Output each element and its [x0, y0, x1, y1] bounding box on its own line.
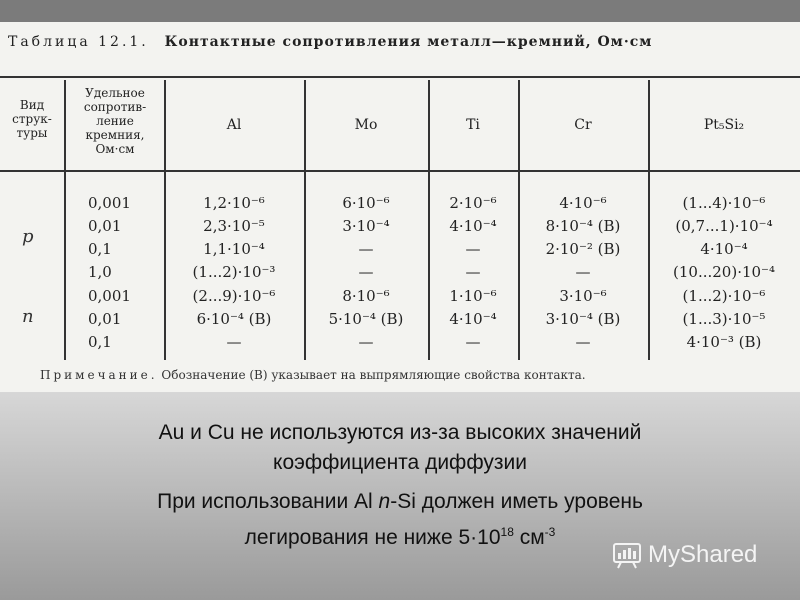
table-cell: — — [575, 333, 591, 351]
table-cell: 4·10⁻⁴ — [700, 240, 748, 258]
table-cell: (2...9)·10⁻⁶ — [192, 287, 276, 305]
slide-line-1: Au и Cu не используются из-за высоких значений — [158, 421, 642, 444]
table-cell: — — [465, 333, 481, 351]
table-cell: (1...3)·10⁻⁵ — [682, 310, 766, 328]
table-title — [8, 34, 792, 50]
table-cell: 4·10⁻⁶ — [559, 194, 607, 212]
header-mo: Mo — [354, 117, 378, 133]
table-note — [40, 368, 586, 382]
table-cell: — — [226, 333, 242, 351]
slide-line-2: коэффициента диффузии — [273, 451, 527, 474]
table-cell: 0,001 — [88, 194, 131, 212]
n-resistivity-column — [88, 285, 131, 354]
table-cell: 3·10⁻⁴ (В) — [545, 310, 621, 328]
table-title-text: Контактные сопротивления металл—кремний, Ом·см — [164, 34, 653, 50]
n-mo-column — [306, 285, 426, 354]
table-cell: 1,2·10⁻⁶ — [203, 194, 265, 212]
table-cell: 4·10⁻⁴ — [449, 310, 497, 328]
table-cell: 1,0 — [88, 263, 112, 281]
header-al: Al — [226, 117, 242, 133]
table-cell: 2·10⁻⁶ — [449, 194, 497, 212]
table-title-prefix: Таблица 12.1. — [8, 34, 149, 50]
table-cell: 8·10⁻⁴ (В) — [545, 217, 621, 235]
table-cell: 2·10⁻² (В) — [545, 240, 621, 258]
table-cell: 0,1 — [88, 240, 112, 258]
p-mo-column — [306, 192, 426, 284]
n-ti-column — [430, 285, 516, 354]
slide-line-3-pre: При использовании Al — [157, 490, 379, 513]
table-top-rule — [0, 76, 800, 78]
slide-line-3-em: n — [378, 490, 391, 513]
table-cell: 0,1 — [88, 333, 112, 351]
table-cell: 0,01 — [88, 217, 122, 235]
n-al-column — [166, 285, 302, 354]
table-cell: (1...2)·10⁻³ — [192, 263, 276, 281]
p-resistivity-column — [88, 192, 131, 284]
p-pt5si2-column — [650, 192, 798, 284]
table-cell: 3·10⁻⁴ — [342, 217, 390, 235]
table-cell: 1,1·10⁻⁴ — [203, 240, 265, 258]
slide-line-4-pre: легирования не ниже 5·10 — [244, 526, 501, 549]
table-cell: 2,3·10⁻⁵ — [203, 217, 265, 235]
table-cell: — — [465, 240, 481, 258]
p-cr-column — [520, 192, 646, 284]
note-text: Обозначение (В) указывает на выпрямляющие свойства контакта. — [161, 368, 586, 382]
table-cell: 0,001 — [88, 287, 131, 305]
table-cell: — — [465, 263, 481, 281]
table-cell: — — [358, 263, 374, 281]
table-cell: 3·10⁻⁶ — [559, 287, 607, 305]
table-cell: 4·10⁻³ (В) — [686, 333, 762, 351]
table-cell: — — [358, 333, 374, 351]
table-cell: 6·10⁻⁶ — [342, 194, 390, 212]
slide-line-4-mid: см — [513, 526, 545, 549]
table-cell: (10...20)·10⁻⁴ — [673, 263, 775, 281]
structure-type-p: p — [22, 226, 34, 247]
table-cell: — — [358, 240, 374, 258]
table-cell: 5·10⁻⁴ (В) — [328, 310, 404, 328]
table-cell: (0,7...1)·10⁻⁴ — [675, 217, 773, 235]
header-cr: Cr — [574, 117, 592, 133]
table-cell: 0,01 — [88, 310, 122, 328]
table-cell: 4·10⁻⁴ — [449, 217, 497, 235]
table-cell: 1·10⁻⁶ — [449, 287, 497, 305]
table-cell: (1...2)·10⁻⁶ — [682, 287, 766, 305]
slide-line-3-post: -Si должен иметь уровень — [390, 490, 643, 513]
structure-type-n: n — [22, 306, 34, 327]
myshared-logo[interactable] — [612, 540, 757, 570]
note-label: Примечание. — [40, 368, 158, 382]
header-resistivity: Удельное сопротив-ление кремния, Ом·см — [83, 86, 147, 156]
slide-line-4-sup: 18 — [500, 525, 514, 539]
col-divider-1 — [64, 80, 66, 360]
table-header-rule — [0, 170, 800, 172]
header-ti: Ti — [466, 117, 480, 133]
slide-line-3 — [0, 487, 800, 517]
table-cell: 6·10⁻⁴ (В) — [196, 310, 272, 328]
header-pt5si2: Pt₅Si₂ — [703, 117, 745, 133]
table-cell: 8·10⁻⁶ — [342, 287, 390, 305]
n-pt5si2-column — [650, 285, 798, 354]
p-al-column — [166, 192, 302, 284]
table-cell: (1...4)·10⁻⁶ — [682, 194, 766, 212]
p-ti-column — [430, 192, 516, 284]
header-structure: Вид струк-туры — [12, 98, 52, 140]
table-cell: — — [575, 263, 591, 281]
myshared-logo-icon — [612, 540, 642, 570]
slide-line-4-sup2: -3 — [544, 525, 556, 539]
n-cr-column — [520, 285, 646, 354]
logo-text: MyShared — [648, 541, 758, 568]
